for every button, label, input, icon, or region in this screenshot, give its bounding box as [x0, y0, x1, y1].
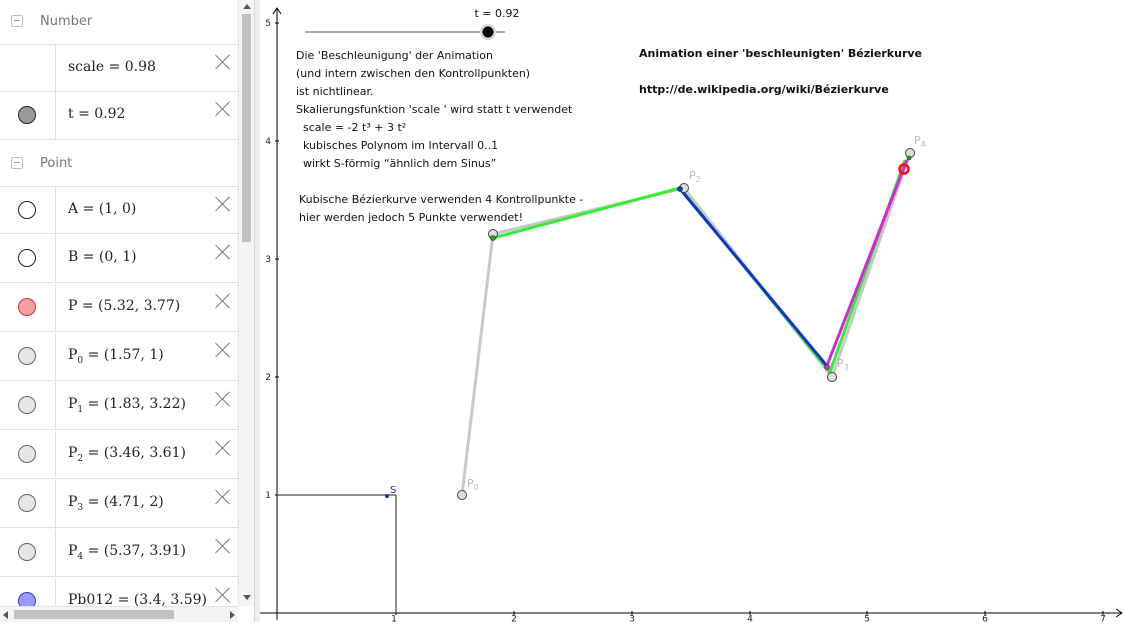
second-level-segment	[680, 189, 827, 366]
algebra-view	[0, 0, 254, 622]
group-label: Point	[40, 156, 73, 171]
text-line-2: (und intern zwischen den Kontrollpunkten)	[296, 67, 531, 80]
text-line-1: Die 'Beschleunigung' der Animation	[296, 49, 493, 62]
item-value: = (3.4, 3.59)	[117, 592, 208, 606]
label-P0: $P_0$	[467, 477, 479, 492]
item-name: P	[68, 347, 78, 363]
label-P2: $P_2$	[689, 169, 701, 184]
item-value: = 0.98	[108, 59, 156, 75]
text-line-6: kubisches Polynom im Intervall 0..1	[303, 139, 499, 152]
first-level-segments	[493, 160, 905, 372]
scroll-down-icon[interactable]	[243, 595, 251, 600]
x-tick-label: 7	[1100, 614, 1106, 622]
visibility-toggle-icon[interactable]	[18, 201, 36, 219]
item-value: = (1.57, 1)	[87, 347, 164, 363]
y-tick-label: 3	[265, 255, 271, 265]
group-point[interactable]	[0, 142, 238, 186]
item-name: P	[68, 396, 78, 412]
point-P3[interactable]	[828, 373, 837, 382]
text-line-9: hier werden jedoch 5 Punkte verwendet!	[299, 211, 524, 224]
delete-icon[interactable]	[214, 100, 232, 118]
y-tick-label: 1	[265, 491, 271, 501]
visibility-toggle-icon[interactable]	[18, 592, 36, 606]
item-subscript: 2	[77, 453, 84, 464]
point-magenta	[825, 365, 830, 370]
item-name: B	[68, 249, 79, 265]
scroll-thumb[interactable]	[242, 14, 251, 242]
item-value: = (5.32, 3.77)	[81, 298, 181, 314]
delete-icon[interactable]	[214, 292, 232, 310]
point-green-1	[491, 236, 496, 241]
group-label: Number	[40, 14, 93, 29]
slider-label: t = 0.92	[474, 7, 520, 20]
algebra-item-Pb012[interactable]	[0, 578, 238, 606]
y-tick-label: 5	[265, 19, 271, 29]
delete-icon[interactable]	[214, 488, 232, 506]
visibility-toggle-icon[interactable]	[18, 249, 36, 267]
text-line-3: ist nichtlinear.	[296, 85, 374, 98]
item-subscript: 0	[77, 355, 84, 366]
visibility-toggle-icon[interactable]	[18, 347, 36, 365]
item-value: = (1, 0)	[82, 201, 137, 217]
algebra-item-t[interactable]	[0, 92, 238, 140]
point-Pb012[interactable]	[678, 187, 683, 192]
algebra-item-P2[interactable]	[0, 431, 238, 479]
wikipedia-link[interactable]: http://de.wikipedia.org/wiki/Bézierkurve	[639, 83, 889, 96]
graphics-canvas[interactable]	[260, 0, 1124, 622]
point-S[interactable]	[385, 494, 389, 498]
heading-title: Animation einer 'beschleunigten' Bézierkurve	[639, 47, 923, 60]
algebra-item-A[interactable]	[0, 186, 238, 234]
algebra-list	[0, 0, 238, 606]
text-line-8: Kubische Bézierkurve verwenden 4 Kontrollpunkte -	[299, 193, 584, 206]
delete-icon[interactable]	[214, 53, 232, 71]
algebra-item-B[interactable]	[0, 235, 238, 283]
vertical-scrollbar[interactable]	[238, 0, 254, 606]
label-P4: $P_4$	[914, 134, 926, 149]
marble-cell	[0, 45, 56, 93]
item-subscript: 3	[77, 502, 84, 513]
item-name: P	[68, 445, 78, 461]
label-P3: $P_3$	[837, 357, 849, 372]
item-value: = (0, 1)	[82, 249, 137, 265]
visibility-toggle-icon[interactable]	[18, 106, 36, 124]
visibility-toggle-icon[interactable]	[18, 543, 36, 561]
delete-icon[interactable]	[214, 243, 232, 261]
x-tick-label: 6	[982, 614, 988, 622]
delete-icon[interactable]	[214, 390, 232, 408]
third-level-segment	[826, 160, 907, 368]
scroll-thumb[interactable]	[14, 610, 174, 619]
item-subscript: 1	[77, 404, 84, 415]
item-name: A	[68, 201, 79, 217]
x-tick-label: 4	[747, 614, 753, 622]
item-name: P	[68, 543, 78, 559]
group-number[interactable]	[0, 0, 238, 44]
x-tick-label: 2	[511, 614, 517, 622]
point-P0[interactable]	[458, 491, 467, 500]
label-S: S	[390, 485, 397, 496]
description-text	[296, 49, 583, 224]
scroll-left-icon[interactable]	[3, 611, 8, 619]
delete-icon[interactable]	[214, 586, 232, 604]
item-name: scale	[68, 59, 105, 75]
item-value: = (4.71, 2)	[87, 494, 164, 510]
text-line-7: wirkt S-förmig “ähnlich dem Sinus”	[303, 157, 497, 170]
point-green-4	[907, 156, 911, 160]
collapse-icon[interactable]	[11, 15, 23, 27]
delete-icon[interactable]	[214, 341, 232, 359]
x-tick-label: 1	[391, 614, 397, 622]
visibility-toggle-icon[interactable]	[18, 445, 36, 463]
text-line-5: scale = -2 t³ + 3 t²	[303, 121, 407, 134]
slider-knob[interactable]	[483, 27, 494, 38]
item-name: Pb012	[68, 592, 114, 606]
algebra-item-scale[interactable]	[0, 44, 238, 92]
scroll-right-icon[interactable]	[230, 611, 235, 619]
scroll-up-icon[interactable]	[243, 4, 251, 9]
collapse-icon[interactable]	[11, 157, 23, 169]
visibility-toggle-icon[interactable]	[18, 494, 36, 512]
delete-icon[interactable]	[214, 195, 232, 213]
item-value: = (3.46, 3.61)	[87, 445, 186, 461]
item-name: P	[68, 494, 78, 510]
visibility-toggle-icon[interactable]	[18, 396, 36, 414]
delete-icon[interactable]	[214, 439, 232, 457]
y-tick-label: 2	[265, 373, 271, 383]
item-name: t	[68, 106, 74, 122]
visibility-toggle-icon[interactable]	[18, 298, 36, 316]
item-value: = 0.92	[78, 106, 126, 122]
y-tick-label: 4	[265, 137, 271, 147]
graphics-view[interactable]	[260, 0, 1124, 622]
algebra-item-P4[interactable]	[0, 529, 238, 577]
item-value: = (1.83, 3.22)	[87, 396, 186, 412]
item-subscript: 4	[77, 551, 84, 562]
x-tick-label: 5	[864, 614, 870, 622]
algebra-item-P3[interactable]	[0, 480, 238, 528]
item-name: P	[68, 298, 78, 314]
text-line-4: Skalierungsfunktion 'scale ' wird statt t verwendet	[296, 103, 573, 116]
item-value: = (5.37, 3.91)	[87, 543, 186, 559]
horizontal-scrollbar[interactable]	[0, 606, 238, 622]
algebra-item-P0[interactable]	[0, 333, 238, 381]
x-tick-label: 3	[629, 614, 635, 622]
algebra-item-P[interactable]	[0, 284, 238, 332]
algebra-item-P1[interactable]	[0, 382, 238, 430]
delete-icon[interactable]	[214, 537, 232, 555]
